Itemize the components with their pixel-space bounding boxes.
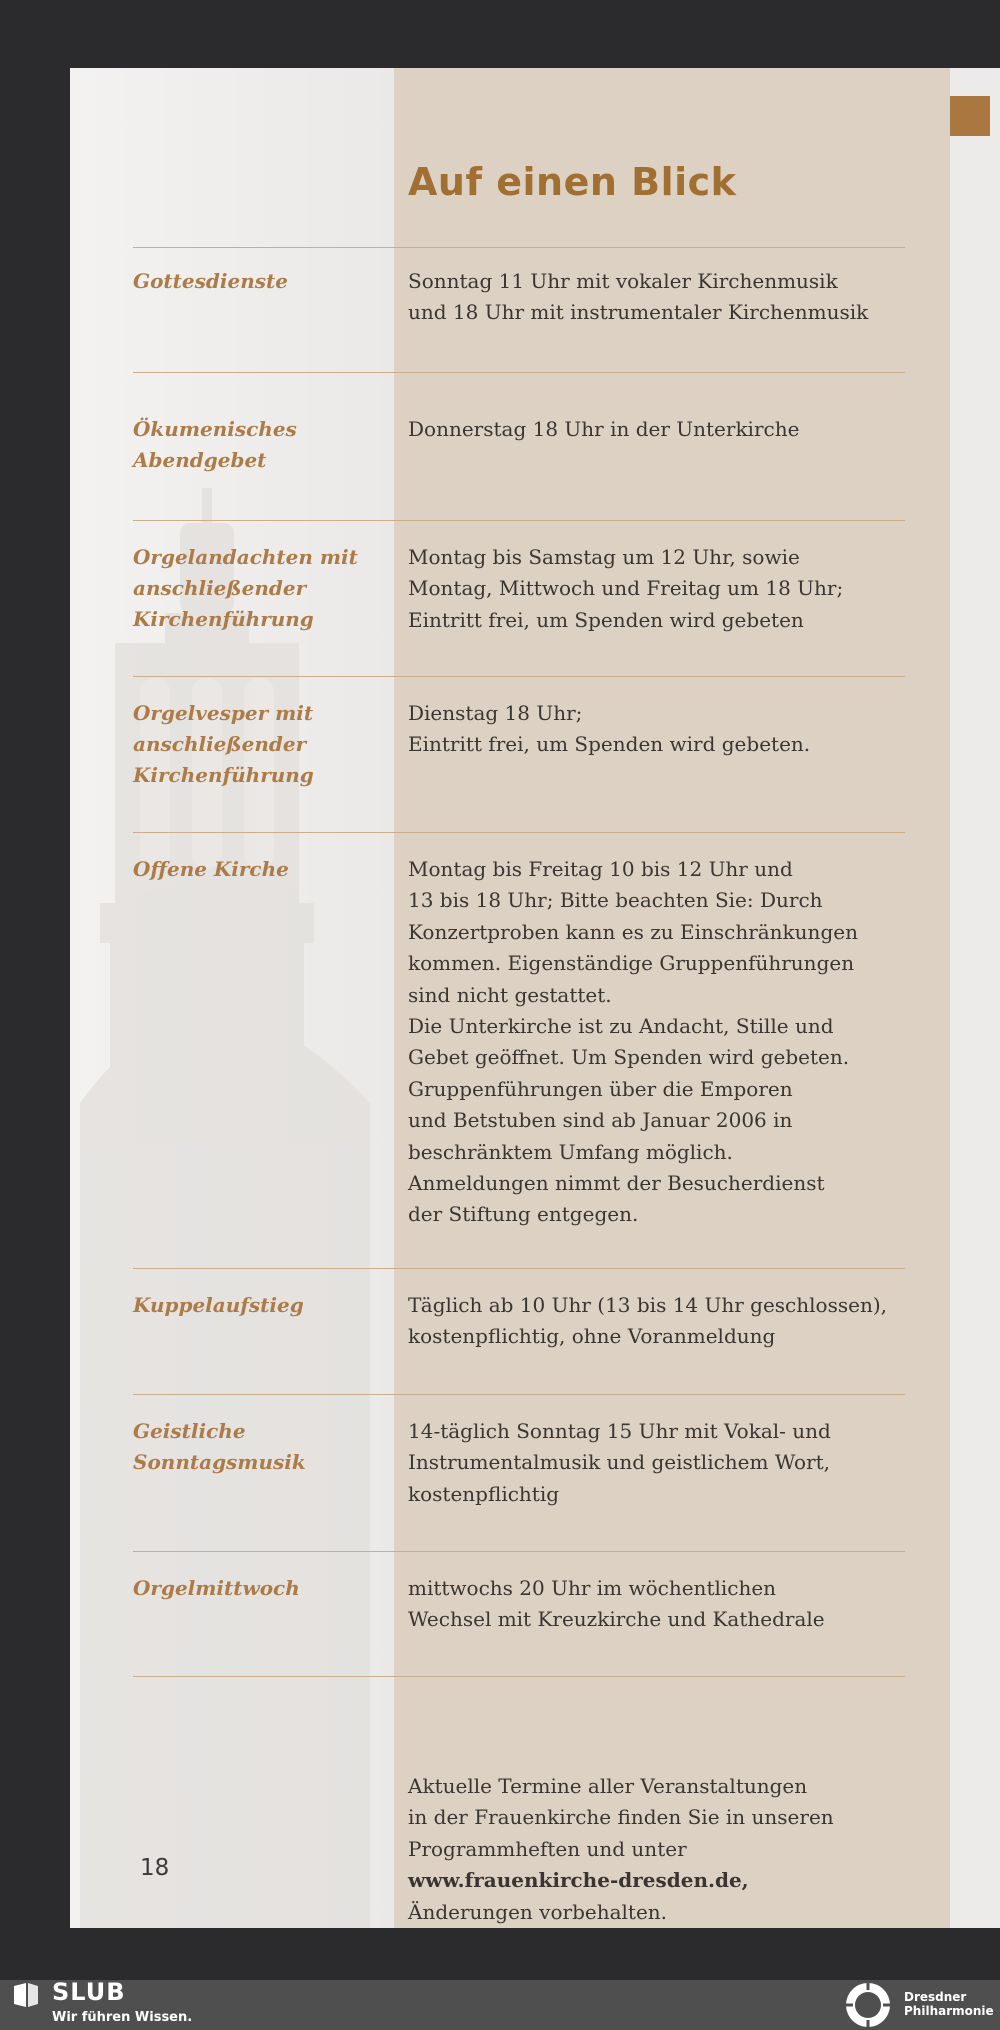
footer-note-line: in der Frauenkirche finden Sie in unseren	[408, 1805, 834, 1830]
row-label-oekumenisches-abendgebet: Ökumenisches Abendgebet	[133, 417, 297, 472]
page-tab-marker	[946, 96, 990, 136]
divider	[133, 1676, 905, 1677]
website-link[interactable]: www.frauenkirche-dresden.de,	[408, 1868, 749, 1893]
row-label-geistliche-sonntagsmusik: Geistliche Sonntagsmusik	[133, 1419, 306, 1474]
row-text-offene-kirche: Montag bis Freitag 10 bis 12 Uhr und 13 bis 18 Uhr; Bitte beachten Sie: Durch Konzertproben kann es zu Einschränkungen kommen. Eigenständige Gruppenführungen sind nicht gestattet. Die Unterkirche ist zu Andacht, Stille und Gebet geöffnet. Um Spenden wird gebeten. Gruppenführungen über die Emporen und Betstuben sind ab Januar 2006 in beschränktem Umfang möglich. Anmeldungen nimmt der Besucherdienst der Stiftung entgegen.	[408, 857, 858, 1227]
brochure-page	[70, 68, 950, 1928]
row-label-gottesdienste: Gottesdienste	[133, 269, 288, 293]
row-label-orgelvesper: Orgelvesper mit anschließender Kirchenführung	[133, 701, 314, 787]
philharmonie-name[interactable]: Dresdner Philharmonie	[904, 1990, 994, 2018]
row-label-orgelmittwoch: Orgelmittwoch	[133, 1576, 300, 1600]
philharmonie-logo-icon	[840, 1980, 896, 2030]
divider	[133, 1268, 905, 1269]
slub-name[interactable]: SLUB	[52, 1978, 126, 2006]
divider	[133, 372, 905, 373]
divider	[133, 832, 905, 833]
row-label-offene-kirche: Offene Kirche	[133, 857, 289, 881]
footer-note-line: Programmheften und unter	[408, 1836, 687, 1861]
page-number: 18	[140, 1855, 170, 1881]
row-text-orgelvesper: Dienstag 18 Uhr; Eintritt frei, um Spenden wird gebeten.	[408, 701, 811, 757]
book-icon	[12, 1982, 40, 2008]
slub-footer-bar	[0, 1980, 1000, 2030]
divider	[133, 1551, 905, 1552]
footer-note-line: Änderungen vorbehalten.	[408, 1899, 668, 1924]
row-text-orgelmittwoch: mittwochs 20 Uhr im wöchentlichen Wechsel mit Kreuzkirche und Kathedrale	[408, 1576, 825, 1632]
row-text-kuppelaufstieg: Täglich ab 10 Uhr (13 bis 14 Uhr geschlossen), kostenpflichtig, ohne Voranmeldung	[408, 1293, 887, 1349]
row-text-gottesdienste: Sonntag 11 Uhr mit vokaler Kirchenmusik und 18 Uhr mit instrumentaler Kirchenmusik	[408, 269, 869, 325]
page-title: Auf einen Blick	[408, 160, 737, 204]
church-tower-watermark	[70, 68, 394, 1928]
divider	[133, 676, 905, 677]
divider	[133, 520, 905, 521]
divider	[133, 247, 905, 248]
slub-tagline: Wir führen Wissen.	[52, 2010, 193, 2025]
row-text-oekumenisches-abendgebet: Donnerstag 18 Uhr in der Unterkirche	[408, 417, 800, 441]
row-label-kuppelaufstieg: Kuppelaufstieg	[133, 1293, 304, 1317]
footer-note-line: Aktuelle Termine aller Veranstaltungen	[408, 1774, 808, 1798]
row-text-geistliche-sonntagsmusik: 14-täglich Sonntag 15 Uhr mit Vokal- und Instrumentalmusik und geistlichem Wort, kostenpflichtig	[408, 1419, 831, 1506]
divider	[133, 1394, 905, 1395]
row-text-orgelandachten: Montag bis Samstag um 12 Uhr, sowie Montag, Mittwoch und Freitag um 18 Uhr; Eintritt frei, um Spenden wird gebeten	[408, 545, 844, 632]
row-label-orgelandachten: Orgelandachten mit anschließender Kirchenführung	[133, 545, 358, 631]
footer-note	[408, 1771, 928, 1928]
